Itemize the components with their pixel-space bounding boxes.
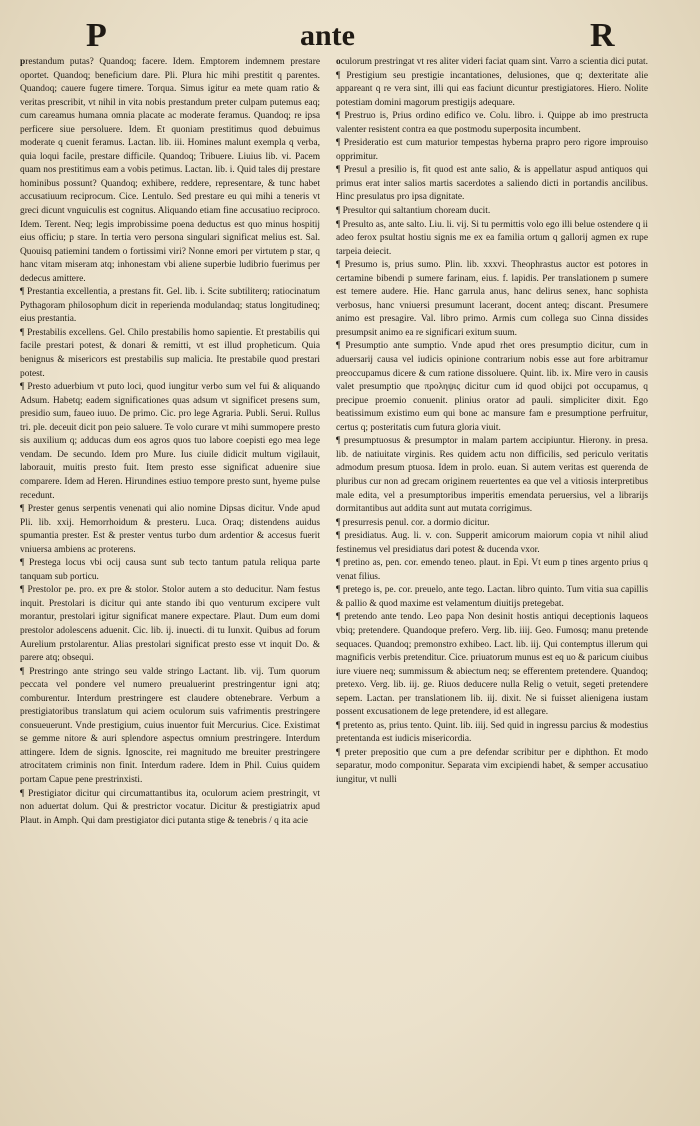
header-left-letter: P: [86, 17, 107, 54]
left-column-entry: ¶ Prestega locus vbi ocij causa sunt sub tecto tantum patula reliqua parte tanquam sub porticu.: [20, 558, 320, 582]
left-column-entry: ¶ Prestabilis excellens. Gel. Chilo prestabilis homo sapientie. Et prestabilis qui facile prestari potest, & donari & remitti, vt est illud propheticum. Quia benignus & misericors est prestabilis sup malicia. Ite prestabile quod prestari potest.: [20, 327, 320, 379]
right-column-entry: ¶ pretento as, prius tento. Quint. lib. iiij. Sed quid in ingressu parcius & modestius pretentanda est iudicis misericordia.: [336, 720, 648, 745]
right-column-entry: ¶ presumptuosus & presumptor in malam partem accipiuntur. Hierony. in presa. lib. de natiuitate virginis. Res quidem actu non difficilis, sed periculo veritatis admodum presum ptuosa. Idem in prolo. euan. Si autem veritas est querenda de pluribus cur non ad grecam originem reuertentes ea que vel a vitiosis interpretibus male edita, vel a presumptoribus imperitis emendata peruersius, vel a librarijs dormitantibus aut addita sunt aut mutata corrigimus.: [336, 436, 648, 515]
right-column-entry: ¶ Presulto as, ante salto. Liu. li. vij. Si tu permittis volo ego illi belue ostendere q ii adeo ferox psultat hostiu signis me ex ea familia ortum q gallorij agmen ex rupe tarpeia deiecit.: [336, 219, 648, 257]
right-column-entry: ¶ pretino as, pen. cor. emendo teneo. plaut. in Epi. Vt eum p tines argento prius q venat filius.: [336, 558, 648, 582]
right-column-entry: ¶ preter prepositio que cum a pre defendar scribitur per e diphthon. Et modo separatur, modo componitur. Separata vim excipiendi habet, & semper accusatiuo iungitur, vt nulli: [336, 747, 648, 785]
right-column-entry: ¶ pretego is, pe. cor. preuelo, ante tego. Lactan. libro quinto. Tum vitia sua capillis & pallio & quod maxime est velamentum diuitijs pretegebat.: [336, 585, 648, 609]
left-column-entry: ¶ Prestantia excellentia, a prestans fit. Gel. lib. i. Scite subtiliterq; ratiocinatum Pythagoram philosophum dicit in reperienda modulandaq; status longitudineq; eius prestantia.: [20, 287, 320, 325]
left-column-entry: ¶ Prestringo ante stringo seu valde stringo Lactant. lib. vij. Tum quorum peccata vel pondere vel numero preualuerint prestringentur igni atq; comburentur. Interdum prestringere est claudere obtenebrare. Verbum a prestigiatoribus translatum qui aciem oculorum suis vafrimentis prestringere consueuerunt. Vnde prestigium, cuius inuentor fuit Mercurius. Cice. Existimat se gemme nitore & auri splendore aspectus omnium prestringere. Interdum attingere. Idem de signis. Ignoscite, rei magnitudo me breuiter prestringere atrocitatem criminis non finit. Interdum radere. Idem in Phil. Cuius quidem portam Capue pene prestrinxisti.: [20, 666, 320, 785]
running-header: [0, 14, 700, 58]
right-text-column: [336, 56, 648, 1106]
right-column-entry: ¶ presidiatus. Aug. li. v. con. Supperit amicorum maiorum copia vt nihil aliud festinemus vel presidiatus dari potest & ducenda vxor.: [336, 531, 648, 555]
right-column-entry: oculorum prestringat vt res aliter videri faciat quam sint. Varro a scientia dici putat.: [336, 57, 648, 67]
right-column-entry: ¶ Presideratio est cum maturior tempestas hyberna prapro pero rigore improuiso opprimitur.: [336, 138, 648, 162]
right-column-entry: ¶ Prestigium seu prestigie incantationes, delusiones, que q; dexteritate alie appareant q re vera sint, illi qui eas faciunt dicuntur prestigiatores. Hiero. Nolite potestiam domini magorum prestigijs adequare.: [336, 70, 648, 108]
left-column-entry: ¶ Prestolor pe. pro. ex pre & stolor. Stolor autem a sto deducitur. Nam festus inquit. Prestolari is dicitur qui ante stando ibi quo venturum excipere vult morantur, prestolari igitur significat manere expectare. Plaut. Dum eum domi prestolor adolescens aduenit. Cic. lib. ij. inuecti. di tu Iunxit. Quibus ad forum Aurelium prstolarentur. Alias prestolari significat presto esse vt inquit Do. & parere atq; obsequi.: [20, 585, 320, 664]
left-column-entry: prestandum putas? Quandoq; facere. Idem. Emptorem indemnem prestare oportet. Quandoq; beneficium dare. Pli. Plura hic mihi prestitit q parentes. Quandoq; cauere fugere timere. Torqua. Simus igitur ea mete quam ratio & veritas prescribit, vt nihil in vita nobis prestandum preter culpam putemus eaq; cum careamus humana omnia placate ac moderate feramus. Quandoq; re ipsa perficere siue persoluere. Idem. Et quoniam prestitimus quod debuimus moderate q cuenit feramus. Lactan. lib. iii. Homines malunt exempla q verba, quia loqui facile, prestare difficile. Quandoq; Tribuere. Liuius lib. vi. Pacem quam nos prestitimus eam a vobis petimus. Lactan. lib. i. Quid tales dij prestare hominibus possunt? Quandoq; exhibere, reddere, representare, & tunc habet accusatiuum reciprocum. Cice. Lentulo. Sed prestare eu qui mihi a teneris vt greci dicunt vnguiculis est cognitus. Aliquando etiam fine accusatiuo reciproco. Idem. Terent. Neq; legis improbissime poena deductus est quo minus hospitij eius officiu; p stare. In tertia vero persona singulari significat melius est. Sal. Quouisq patiemini tandem o fortissimi viri? Nonne emori per virtutem p star, q hanc vitam miseram atq; inhonestam vbi aliene superbie ludibrio fuerimus per dedecus amittere.: [20, 57, 320, 284]
left-text-column: [20, 56, 320, 1106]
left-column-entry: ¶ Presto aduerbium vt puto loci, quod iungitur verbo sum vel fui & aliquando Adsum. Habetq; eadem significationes quas adsum vt significet presens sum, presidio sum, faueo iuuo. De primo. Cic. pro lege Agraria. Publi. Serui. Rullus tri. ple. deceuit dicit pon peio saluere. Te volo curare vt mihi summopere presto sis auxilium q; adducas dum eos agros quos tuo labore coepisti ego mea lege vendam. De secundo. Idem pro Mure. Ius ciuile didicit multum vigilauit, laborauit, muitis presto fuit. Item presto esse significat aduenire siue comparere. Idem ad Heren. Hirundines estiuo tempore presto sunt, hyeme pulse recedunt.: [20, 382, 320, 501]
right-column-entry: ¶ Presumptio ante sumptio. Vnde apud rhet ores presumptio dicitur, cum in aduersarij causa vel iudicis opinione contrarium nobis esse aut fore arbitramur preoccupamus dicere & cum ratione dissoluere. Quint. lib. ix. Mire vero in causis valet presumptio que προληψις dicitur cum id quod obijci pot occupamus, q precipue proemio conuenit. plinius orator ad pauli. simpliciter dixit. Ego beatissimum existimo eum qui bone ac mansure fam e presumptione perfruitur, certus q; posteritatis cum futura gloria viuit.: [336, 341, 648, 433]
header-center-word: ante: [300, 19, 355, 52]
right-column-entry: ¶ Presul a presilio is, fit quod est ante salio, & is appellatur aspud antiquos qui primus erat inter salios martis sacerdotes a saliendo dicti in portandis ancilibus. Hinc presulatus pro ipsa dignitate.: [336, 165, 648, 203]
left-column-entry: ¶ Prestigiator dicitur qui circumattantibus ita, oculorum aciem prestringit, vt non aduertat dolum. Qui & prestrictor vocatur. Dicitur & prestigiatrix apud Plaut. in Amph. Qui dam prestigiator dici putanta stige & tenebris / q ita acie: [20, 788, 320, 826]
right-column-entry: ¶ Presumo is, prius sumo. Plin. lib. xxxvi. Theophrastus auctor est potores in certamine bibendi p sumere farinam, eius. f. lapidis. Per translationem p sumere est temere audere. Hie. Hanc garrula anus, hanc delirus senex, hanc sophista verbosus, hanc vniuersi presumunt lacerant, docent anteq; discant. Presumere animo est presagire. Val. libro primo. Armis cum collega suo Cinna dissides presumpsit animo ea re significari exitum suum.: [336, 260, 648, 338]
right-column-entry: ¶ Presultor qui saltantium choream ducit.: [336, 206, 491, 217]
right-column-entry: ¶ Prestruo is, Prius ordino edifico ve. Colu. libro. i. Quippe ab imo prestructa valenter resistent contra ea que postmodu superposita incumbent.: [336, 111, 648, 135]
right-column-entry: ¶ pretendo ante tendo. Leo papa Non desinit hostis antiqui deceptionis laqueos vbiq; pretendere. Quandoque prefero. Verg. lib. iiij. Geo. Fumosq; manu pretende sequaces. Quandoq; premonstro exhibeo. Lact. lib. iij. Qui contemptus illerum qui magnificis verbis pretenditur. Cice. priuatorum munus est eq uo & paricum ciuibus iure viuere neq; summissum & abiectum neq; se efferentem pretendere. Quandoq; pretexo. Verg. lib. iij. ge. Riuos deducere nulla Relig o vetuit, segeti pretendere sepem. Lactan. per translationem lib. iij. dixit. Ne si fuisset alienigena iustam possent excusationem de lege pretendere, id est allegare.: [336, 612, 648, 718]
right-column-entry: ¶ presurresis penul. cor. a dormio dicitur.: [336, 517, 490, 528]
left-column-entry: ¶ Prester genus serpentis venenati qui alio nomine Dipsas dicitur. Vnde apud Pli. lib. xxij. Hemorrhoidum & presteru. Luca. Oraq; distendens auidus spumantia prester. Est & prester ventus turbo dum ardentior & accesus fuerit vniuersa ambiens ac proterens.: [20, 504, 320, 555]
header-right-letter: R: [590, 17, 615, 54]
